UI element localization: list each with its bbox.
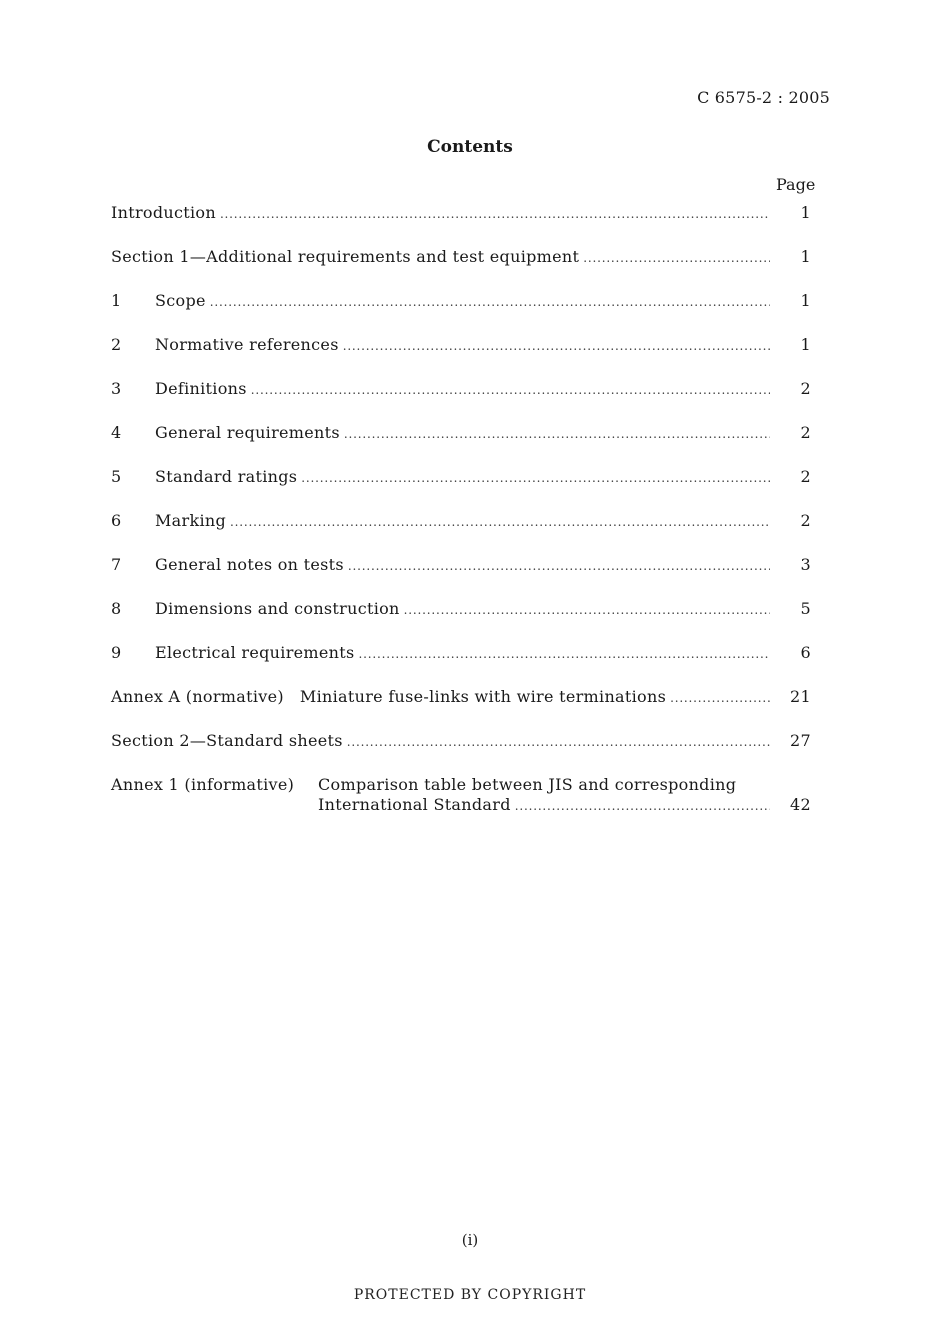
toc-entry-page: 1 <box>800 335 811 354</box>
toc-entry-prefix: Annex A (normative) <box>111 687 284 706</box>
toc-entry-definitions[interactable] <box>111 379 811 423</box>
toc-entry-dimensions-and-construction[interactable] <box>111 599 811 643</box>
toc-entry-title-line-2: International Standard <box>318 795 511 814</box>
toc-entry-page: 2 <box>800 467 811 486</box>
toc-entry-number: 2 <box>111 335 122 354</box>
dot-leader <box>344 427 770 441</box>
toc-entry-general-requirements[interactable] <box>111 423 811 467</box>
dot-leader <box>404 603 770 617</box>
toc-entry-page: 42 <box>790 795 811 814</box>
toc-entry-page: 1 <box>800 247 811 266</box>
toc-entry-title: Dimensions and construction <box>155 599 400 618</box>
toc-entry-annex-a[interactable] <box>111 687 811 731</box>
toc-entry-number: 5 <box>111 467 122 486</box>
toc-entry-page: 3 <box>800 555 811 574</box>
toc-entry-page: 2 <box>800 423 811 442</box>
toc-entry-page: 6 <box>800 643 811 662</box>
toc-entry-section-1[interactable] <box>111 247 811 291</box>
dot-leader <box>251 383 770 397</box>
toc-entry-title: Definitions <box>155 379 247 398</box>
toc-entry-number: 3 <box>111 379 122 398</box>
toc-entry-title: General notes on tests <box>155 555 344 574</box>
toc-entry-title: Standard ratings <box>155 467 298 486</box>
toc-entry-page: 2 <box>800 379 811 398</box>
page-column-heading: Page <box>776 175 816 194</box>
dot-leader <box>220 207 770 221</box>
toc-entry-number: 4 <box>111 423 122 442</box>
toc-entry-page: 21 <box>790 687 811 706</box>
toc-entry-page: 1 <box>800 291 811 310</box>
toc-entry-title-line-1: Comparison table between JIS and corresponding <box>318 775 737 794</box>
contents-title: Contents <box>427 137 513 157</box>
dot-leader <box>583 251 770 265</box>
toc-entry-general-notes-on-tests[interactable] <box>111 555 811 599</box>
copyright-notice: PROTECTED BY COPYRIGHT <box>353 1287 587 1303</box>
toc-entry-page: 1 <box>800 203 811 222</box>
toc-entry-title: Miniature fuse-links with wire terminations <box>299 687 667 706</box>
toc-entry-page: 5 <box>800 599 811 618</box>
dot-leader <box>359 647 770 661</box>
toc-entry-electrical-requirements[interactable] <box>111 643 811 687</box>
dot-leader <box>301 471 770 485</box>
toc-entry-number: 1 <box>111 291 122 310</box>
dot-leader <box>347 735 770 749</box>
toc-entry-page: 27 <box>790 731 811 750</box>
toc-entry-section-2[interactable] <box>111 731 811 775</box>
table-of-contents <box>111 203 811 821</box>
dot-leader <box>348 559 770 573</box>
toc-entry-prefix: Annex 1 (informative) <box>111 775 295 794</box>
toc-entry-number: 6 <box>111 511 122 530</box>
dot-leader <box>515 799 770 813</box>
dot-leader <box>670 691 770 705</box>
toc-entry-scope[interactable] <box>111 291 811 335</box>
toc-entry-title: General requirements <box>155 423 340 442</box>
toc-entry-title: Introduction <box>111 203 216 222</box>
document-code: C 6575-2 : 2005 <box>697 88 830 107</box>
toc-entry-page: 2 <box>800 511 811 530</box>
toc-entry-marking[interactable] <box>111 511 811 555</box>
dot-leader <box>343 339 770 353</box>
toc-entry-number: 9 <box>111 643 122 662</box>
toc-entry-number: 8 <box>111 599 122 618</box>
toc-entry-annex-1[interactable] <box>111 775 811 821</box>
toc-entry-normative-references[interactable] <box>111 335 811 379</box>
toc-entry-title: Section 1—Additional requirements and test equipment <box>111 247 580 266</box>
toc-entry-title: Scope <box>155 291 206 310</box>
toc-entry-title: Electrical requirements <box>155 643 355 662</box>
toc-entry-number: 7 <box>111 555 122 574</box>
toc-entry-title: Marking <box>155 511 227 530</box>
dot-leader <box>210 295 770 309</box>
page-number: (i) <box>461 1231 479 1249</box>
dot-leader <box>230 515 770 529</box>
toc-entry-introduction[interactable] <box>111 203 811 247</box>
toc-entry-title: Section 2—Standard sheets <box>111 731 343 750</box>
toc-entry-title: Normative references <box>155 335 339 354</box>
toc-entry-standard-ratings[interactable] <box>111 467 811 511</box>
